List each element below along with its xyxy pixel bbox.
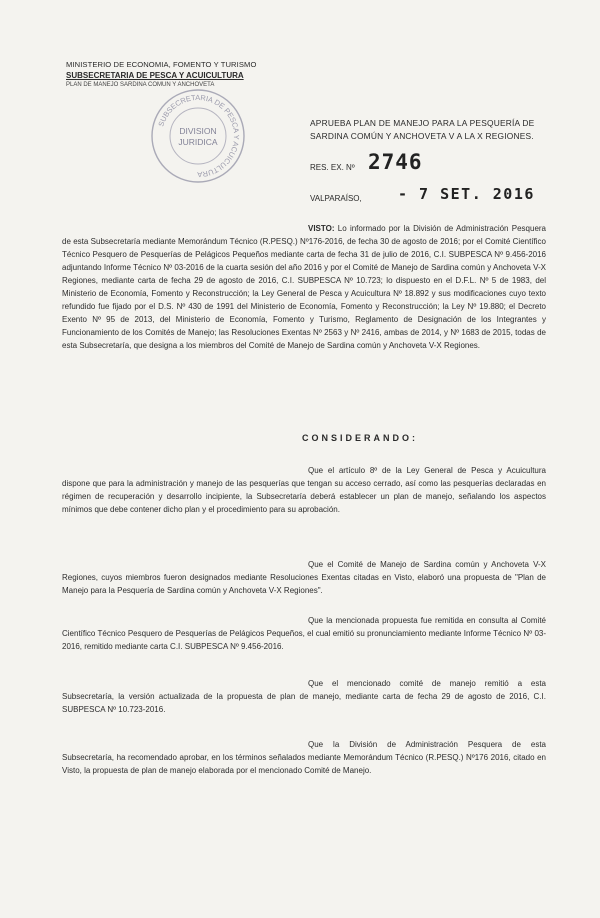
res-ex-number: 2746 [368,150,423,174]
resolution-date: - 7 SET. 2016 [398,185,535,203]
division-juridica-stamp [148,86,248,186]
considerando-paragraph-5: Que la División de Administración Pesquera de esta Subsecretaría, ha recomendado aprobar, en los términos señalados mediante Memorándum Técnico (R.PESQ.) Nº176 2016, citado en Visto, la propuesta de plan de manejo elaborada por el mencionado Comité de Manejo. [62,740,546,775]
plan-name: PLAN DE MANEJO SARDINA COMUN Y ANCHOVETA [66,82,215,88]
considerando-paragraph-3: Que la mencionada propuesta fue remitida en consulta al Comité Científico Técnico Pesquero de Pesquerías de Pelágicos Pequeños, el cual emitió su pronunciamiento mediante Informe Técnico Nº 03-2016, remitido mediante carta C.I. SUBPESCA Nº 9.456-2016. [62,616,546,651]
stamp-line-2: JURIDICA [178,137,218,147]
place-label: VALPARAÍSO, [310,194,362,203]
considerando-paragraph-2: Que el Comité de Manejo de Sardina común y Anchoveta V-X Regiones, cuyos miembros fueron designados mediante Resoluciones Exentas citadas en Visto, elaboró una propuesta de "Plan de Manejo para la Pesquería de Sardina común y Anchoveta V-X Regiones". [62,560,546,595]
resolution-subject: APRUEBA PLAN DE MANEJO PARA LA PESQUERÍA DE SARDINA COMÚN Y ANCHOVETA V A LA X REGIONES. [310,118,535,141]
visto-paragraph [62,222,546,352]
considerando-paragraph-4: Que el mencionado comité de manejo remitió a esta Subsecretaría, la versión actualizada de la propuesta de plan de manejo, mediante carta de fecha 29 de agosto de 2016, C.I. SUBPESCA Nº 10.723-2016. [62,679,546,714]
stamp-outer-text: SUBSECRETARIA DE PESCA Y ACUICULTURA [156,92,242,180]
considerando-heading: CONSIDERANDO: [302,433,419,443]
visto-text: Lo informado por la División de Administración Pesquera de esta Subsecretaría mediante Memorándum Técnico (R.PESQ.) Nº176-2016, de fecha 30 de agosto de 2016; por el Comité Científico Técnico Pesquero de Pesquerías de Pelágicos Pequeños mediante carta de fecha 31 de julio de 2016, C.I. SUBPESCA Nº 9.456-2016 adjuntando Informe Técnico Nº 03-2016 de la cuarta sesión del año 2016 y por el Comité de Manejo de Sardina común y Anchoveta V-X Regiones, mediante carta de fecha 29 de agosto de 2016, C.I. SUBPESCA Nº 10.723; lo dispuesto en el D.F.L. Nº 5 de 1983, del Ministerio de Economía, Fomento y Reconstrucción; la Ley General de Pesca y Acuicultura Nº 18.892 y sus modificaciones cuyo texto refundido fue fijado por el D.S. Nº 430 de 1991 del Ministerio de Economía, Fomento y Reconstrucción; la Ley Nº 19.880; el Decreto Exento Nº 95 de 2013, del Ministerio de Economía, Fomento y Turismo, Reglamento de Designación de los Integrantes y Funcionamiento de los Comités de Manejo; las Resoluciones Exentas Nº 2563 y Nº 2416, ambas de 2014, y Nº 1683 de 2015, todas de esta Subsecretaría, que designa a los miembros del Comité de Manejo de Sardina común y Anchoveta V-X Regiones. [62,224,546,350]
res-ex-label: RES. EX. Nº [310,163,355,172]
ministry-name: MINISTERIO DE ECONOMIA, FOMENTO Y TURISMO [66,60,257,69]
visto-label: VISTO: [308,224,335,233]
considerando-paragraph-1: Que el artículo 8º de la Ley General de Pesca y Acuicultura dispone que para la administración y manejo de las pesquerías que tengan su acceso cerrado, así como las pesquerías declaradas en régimen de recuperación y desarrollo incipiente, la Subsecretaría deberá establecer un plan de manejo, señalando los aspectos mínimos que debe contener dicho plan y el procedimiento para su aprobación. [62,466,546,514]
stamp-line-1: DIVISION [179,126,217,136]
subsecretaria-name: SUBSECRETARIA DE PESCA Y ACUICULTURA [66,71,244,80]
